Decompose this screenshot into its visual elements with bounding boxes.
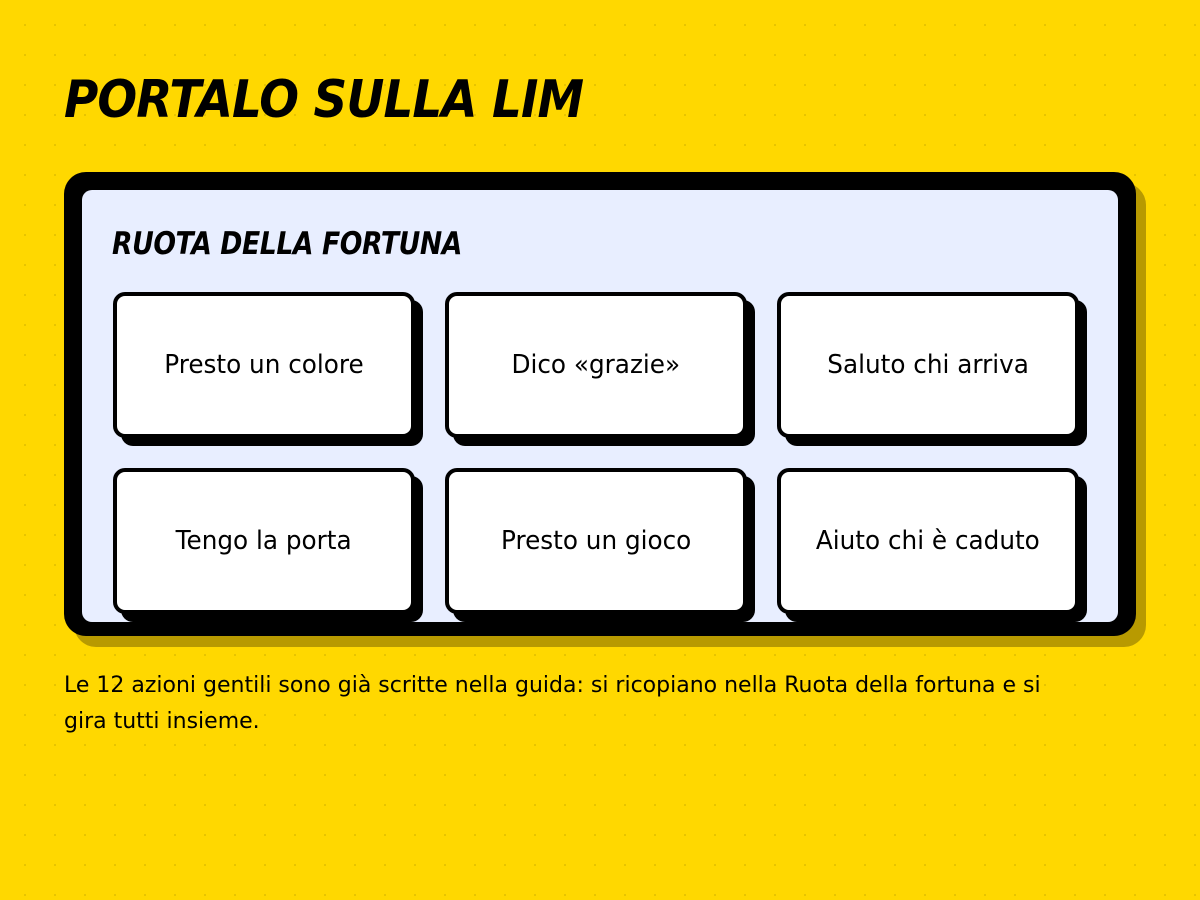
board-title: RUOTA DELLA FORTUNA (112, 226, 462, 262)
action-card[interactable] (113, 292, 415, 438)
action-card[interactable] (445, 292, 747, 438)
action-card[interactable] (445, 468, 747, 614)
page-title: PORTALO SULLA LIM (64, 70, 584, 130)
action-card-label: Presto un colore (164, 350, 364, 380)
action-card-label: Presto un gioco (500, 526, 692, 556)
action-card[interactable] (777, 292, 1079, 438)
action-card-label: Tengo la porta (175, 526, 352, 556)
caption-text: Le 12 azioni gentili sono già scritte nella guida: si ricopiano nella Ruota della fortuna e si gira tutti insieme. (64, 673, 1041, 734)
action-card-label: Saluto chi arriva (827, 350, 1029, 380)
action-card-label: Dico «grazie» (511, 350, 681, 380)
action-card[interactable] (777, 468, 1079, 614)
board-panel (82, 190, 1118, 622)
action-card[interactable] (113, 468, 415, 614)
wheel-of-fortune-board (64, 172, 1136, 636)
action-card-label: Aiuto chi è caduto (816, 526, 1040, 556)
